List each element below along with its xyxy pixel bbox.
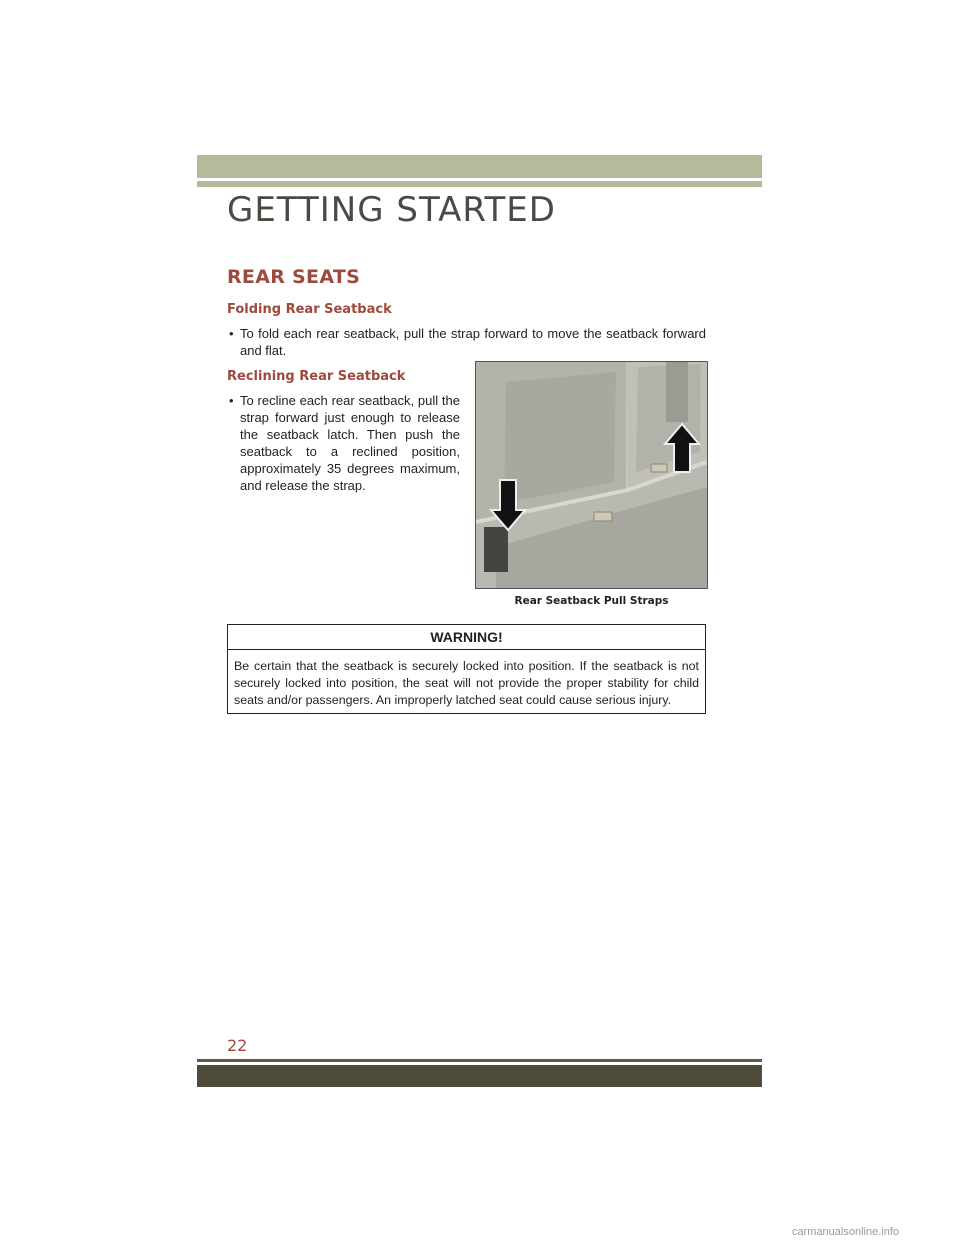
header-rule bbox=[197, 181, 762, 187]
watermark: carmanualsonline.info bbox=[792, 1226, 900, 1238]
section-header: GETTING STARTED bbox=[227, 190, 556, 230]
figure-caption: Rear Seatback Pull Straps bbox=[514, 595, 669, 607]
folding-bullet: • To fold each rear seatback, pull the strap forward to move the seatback forward and flat. bbox=[227, 325, 706, 359]
warning-title: WARNING! bbox=[228, 625, 705, 650]
footer-band bbox=[197, 1065, 762, 1087]
warning-text: Be certain that the seatback is securely locked into position. If the seatback is not securely locked into position, the seat will not provide the proper stability for child seats and/or passengers. An improperly latched seat could cause serious injury. bbox=[234, 659, 699, 707]
page-title: REAR SEATS bbox=[227, 266, 361, 288]
header-band bbox=[197, 155, 762, 178]
folding-heading: Folding Rear Seatback bbox=[227, 302, 392, 317]
page-number: 22 bbox=[227, 1036, 248, 1055]
rear-seatback-photo bbox=[475, 361, 708, 589]
reclining-bullet: • To recline each rear seatback, pull the strap forward just enough to release the seatback latch. Then push the seatback to a reclined position, approximately 35 degrees maximum, and release the strap. bbox=[227, 392, 460, 494]
warning-box bbox=[227, 624, 706, 714]
reclining-heading: Reclining Rear Seatback bbox=[227, 369, 406, 384]
seat-illustration bbox=[476, 362, 707, 588]
footer-rule bbox=[197, 1059, 762, 1062]
